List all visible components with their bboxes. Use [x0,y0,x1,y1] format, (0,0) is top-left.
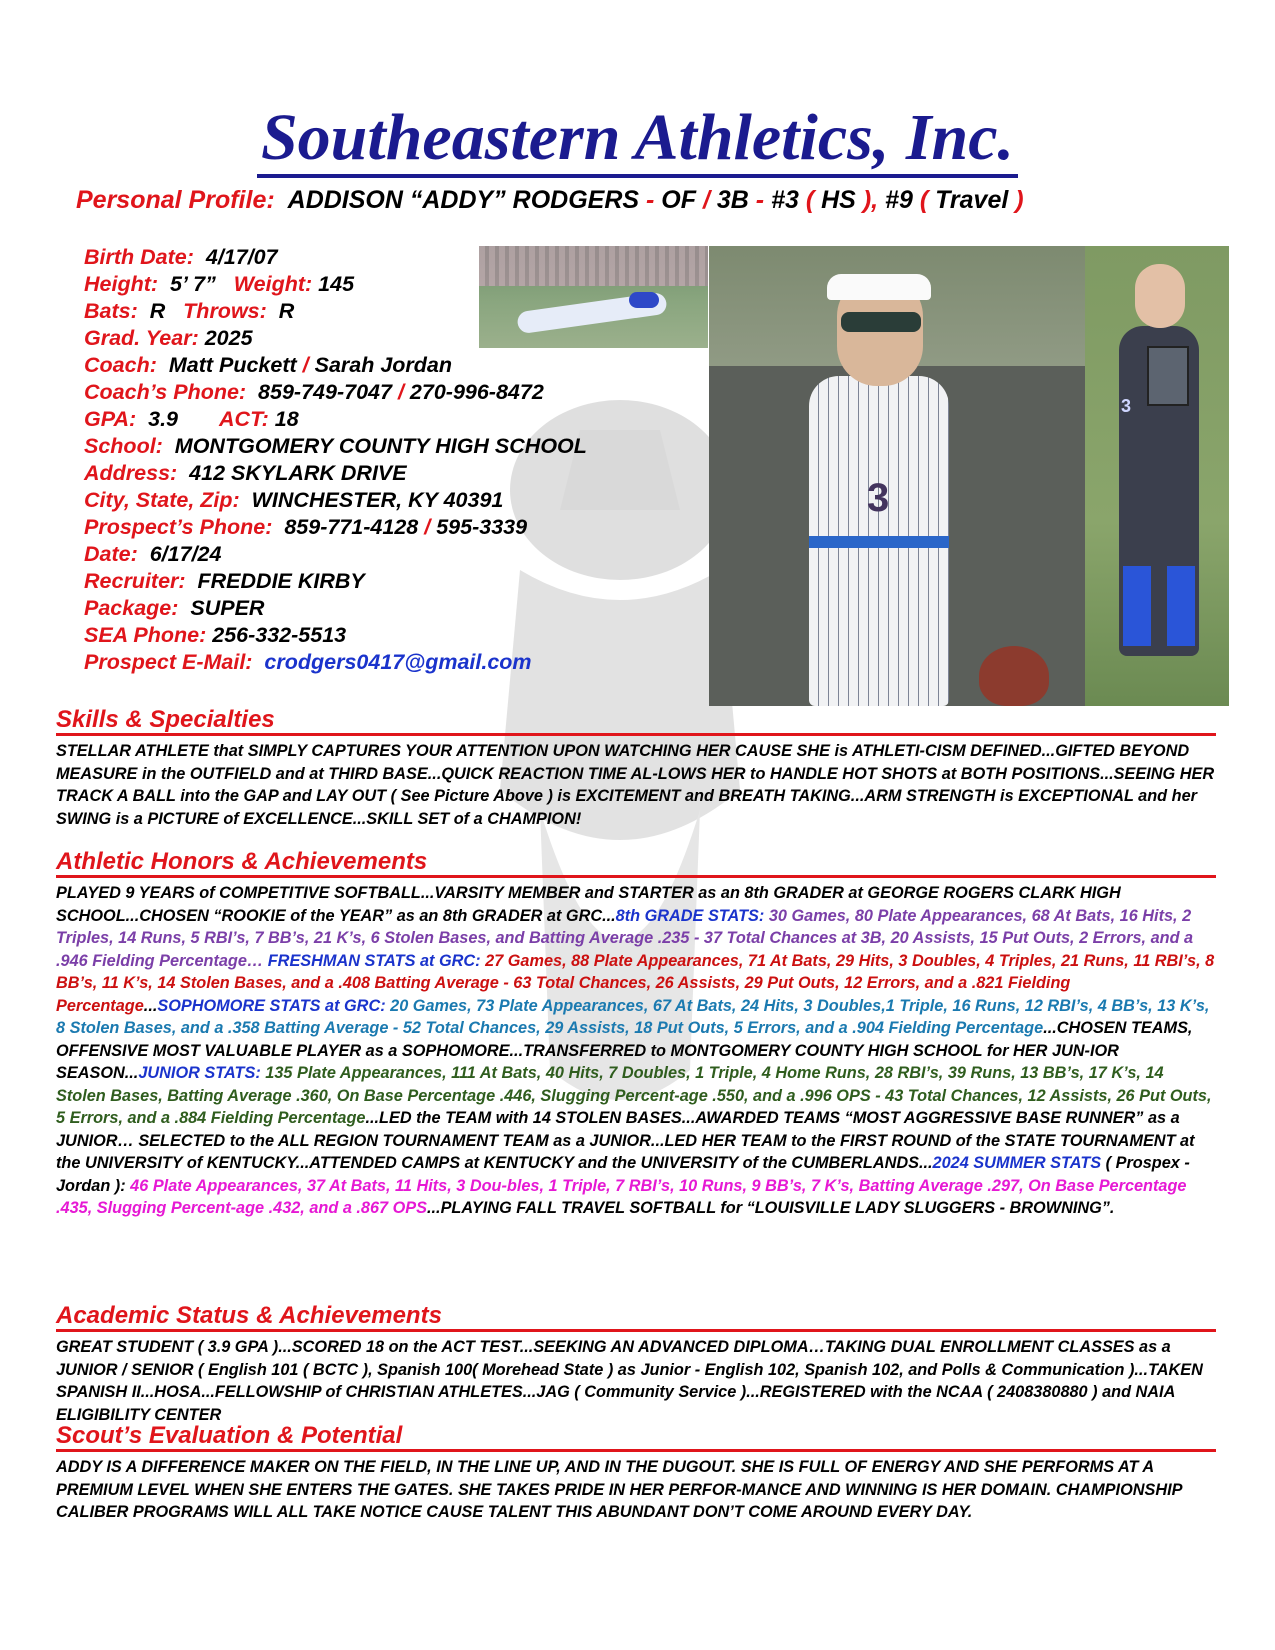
coach-name-2: Sarah Jordan [314,353,453,377]
address-row [84,460,724,487]
coach-phone-row [84,379,724,406]
act-value: 18 [274,407,299,431]
prospect-phone-row [84,514,724,541]
birth-date-label: Birth Date: [84,245,194,269]
email-label: Prospect E-Mail: [84,650,253,674]
honors-junior-awards: ...LED the TEAM with 14 STOLEN BASES...AWARDED TEAMS “MOST AGGRESSIVE BASE RUNNER” as a JUNIOR… SELECTED to the ALL REGION TOURNAMENT TEAM as a JUNIOR...LED HER TEAM to the FIRST ROUND of the STATE TOURNAMENT at the UNIVERSITY of KENTUCKY...ATTENDED CAMPS at KENTUCKY and the UNIVERSITY of the CUMBERLANDS... [56,1109,1195,1172]
honors-section [56,849,1216,1220]
height-label: Height: [84,272,159,296]
prospect-phone-label: Prospect’s Phone: [84,515,273,539]
eighth-grade-label: 8th GRADE STATS: [615,906,765,925]
junior-stats: 135 Plate Appearances, 111 At Bats, 40 Hits, 7 Doubles, 1 Triple, 4 Home Runs, 28 RBI’s, 39 Runs, 13 BB’s, 17 K’s, 14 Stolen Bases, Batting Average .360, On Base Percentage .446, Slugging Percent-age .550, and a .996 OPS - 43 Total Chances, 12 Assists, 26 Put Outs, 5 Errors, and a .884 Fielding Percentage [56,1064,1212,1127]
sea-phone-label: SEA Phone: [84,623,207,647]
sophomore-stats: 20 Games, 73 Plate Appearances, 67 At Bats, 24 Hits, 3 Doubles,1 Triple, 16 Runs, 12 RBI’s, 4 BB’s, 13 K’s, 8 Stolen Bases, and a .358 Batting Average - 52 Total Chances, 29 Assists, 18 Put Outs, 5 Errors, and a .904 Fielding Percentage [56,996,1210,1037]
travel-label: Travel [935,186,1009,214]
sophomore-label: SOPHOMORE STATS at GRC: [157,996,386,1015]
gpa-act-row [84,406,724,433]
photo-plaque [1147,346,1189,406]
package-label: Package: [84,596,179,620]
photo-glove [979,646,1049,706]
recruiter-row [84,568,724,595]
photo-cap [629,292,659,308]
coach-phone-2: 270-996-8472 [409,380,544,404]
junior-label: JUNIOR STATS: [138,1064,261,1082]
photo-belt [809,536,949,548]
player-award-photo [1085,246,1229,706]
paren: ( [805,186,815,214]
photo-sunglasses [841,312,921,332]
summer-stats: 46 Plate Appearances, 37 At Bats, 11 Hits, 3 Dou-bles, 1 Triple, 7 RBI’s, 10 Runs, 9 BB’s, 7 K’s, Batting Average .297, On Base Percentage .435, Slugging Percent-age .432, and a .867 OPS [56,1176,1187,1217]
scout-body: ADDY IS A DIFFERENCE MAKER ON THE FIELD, IN THE LINE UP, AND IN THE DUGOUT. SHE IS FULL OF ENERGY AND SHE PERFORMS AT A PREMIUM LEVEL WHEN SHE ENTERS THE GATES. SHE TAKES PRIDE IN HER PERFOR-MANCE AND WINNING IS HER DOMAIN. CHAMPIONSHIP CALIBER PROGRAMS WILL ALL TAKE NOTICE CAUSE TALENT THIS ABUNDANT DON’T COME AROUND EVERY DAY. [56,1458,1182,1521]
section-divider [56,733,1216,736]
grad-year-label: Grad. Year: [84,326,199,350]
coach-row [84,352,724,379]
school-value: MONTGOMERY COUNTY HIGH SCHOOL [174,434,587,458]
honors-intro: PLAYED 9 YEARS of COMPETITIVE SOFTBALL...VARSITY MEMBER and STARTER as an 8th GRADER at GEORGE ROGERS CLARK HIGH SCHOOL...CHOSEN “ROOKIE of the YEAR” as an 8th GRADER at GRC... [56,884,1121,925]
city-value: WINCHESTER, KY 40391 [251,488,504,512]
photo-head [1135,264,1185,328]
summer-source: ( Prospex - Jordan ): [56,1154,1190,1195]
coach-phone-label: Coach’s Phone: [84,380,247,404]
school-row [84,433,724,460]
scout-section [56,1423,1216,1524]
address-value: 412 SKYLARK DRIVE [189,461,407,485]
photo-visor [827,274,931,300]
prospect-phone-2: 595-3339 [436,515,528,539]
honors-closing: ...PLAYING FALL TRAVEL SOFTBALL for “LOUISVILLE LADY SLUGGERS - BROWNING”. [427,1199,1115,1217]
skills-section [56,707,1216,830]
city-row [84,487,724,514]
package-row [84,595,724,622]
throws-label: Throws: [183,299,267,323]
weight-value: 145 [318,272,355,296]
coach-phone-1: 859-749-7047 [258,380,392,404]
section-divider [56,1449,1216,1452]
hs-number: #3 [771,186,799,214]
paren: ( [919,186,929,214]
summer-label: 2024 SUMMER STATS [932,1154,1102,1172]
date-row [84,541,724,568]
act-label: ACT: [219,407,269,431]
gpa-label: GPA: [84,407,137,431]
coach-name-1: Matt Puckett [168,353,297,377]
position-primary: OF [661,186,697,214]
section-divider [56,875,1216,878]
scout-heading: Scout’s Evaluation & Potential [56,1422,403,1449]
freshman-label: FRESHMAN STATS at GRC: [263,951,481,970]
title-text: Southeastern Athletics, Inc. [257,101,1018,178]
hs-label: HS [821,186,856,214]
recruiter-value: FREDDIE KIRBY [197,569,365,593]
photo-jersey-number: 3 [867,476,890,520]
player-name: ADDISON “ADDY” RODGERS [287,186,640,214]
email-row [84,649,724,676]
recruiter-label: Recruiter: [84,569,186,593]
sea-phone-row [84,622,724,649]
package-value: SUPER [190,596,265,620]
profile-dash: - [646,186,655,214]
section-divider [56,1329,1216,1332]
throws-value: R [278,299,295,323]
photo-fence [479,246,708,286]
height-value: 5’ 7” [170,272,216,296]
paren: ), [862,186,879,214]
date-value: 6/17/24 [149,542,222,566]
photo-socks [1123,566,1195,646]
prospect-phone-1: 859-771-4128 [284,515,419,539]
academic-section [56,1303,1216,1426]
position-separator: / [702,186,710,214]
gpa-value: 3.9 [148,407,178,431]
honors-heading: Athletic Honors & Achievements [56,848,428,875]
coach-phone-separator: / [397,380,404,404]
date-label: Date: [84,542,138,566]
email-link[interactable]: crodgers0417@gmail.com [264,650,532,674]
grad-year-value: 2025 [204,326,253,350]
sea-phone-value: 256-332-5513 [212,623,347,647]
paren: ) [1015,186,1024,214]
address-label: Address: [84,461,178,485]
academic-body: GREAT STUDENT ( 3.9 GPA )...SCORED 18 on the ACT TEST...SEEKING AN ADVANCED DIPLOMA…TAKING DUAL ENROLLMENT CLASSES as a JUNIOR / SENIOR ( English 101 ( BCTC ), Spanish 100( Morehead State ) as Junior - English 102, Spanish 102, and Polls & Communication )...TAKEN SPANISH II...HOSA...FELLOWSHIP of CHRISTIAN ATHLETES...JAG ( Community Service )...REGISTERED with the NCAA ( 2408380880 ) and NAIA ELIGIBILITY CENTER [56,1338,1203,1424]
profile-label: Personal Profile: [76,186,275,214]
weight-label: Weight: [233,272,313,296]
city-label: City, State, Zip: [84,488,240,512]
school-label: School: [84,434,163,458]
bats-label: Bats: [84,299,138,323]
honors-body [56,882,1216,1220]
travel-number: #9 [885,186,913,214]
photo-jersey-number: 3 [1121,396,1132,416]
bats-value: R [149,299,166,323]
skills-body: STELLAR ATHLETE that SIMPLY CAPTURES YOUR ATTENTION UPON WATCHING HER CAUSE SHE is ATHLETI-CISM DEFINED...GIFTED BEYOND MEASURE in the OUTFIELD and at THIRD BASE...QUICK REACTION TIME AL-LOWS HER to HANDLE HOT SHOTS at BOTH POSITIONS...SEEING HER TRACK A BALL into the GAP and LAY OUT ( See Picture Above ) is EXCITEMENT and BREATH TAKING...ARM STRENGTH is EXCEPTIONAL and her SWING is a PICTURE of EXCELLENCE...SKILL SET of a CHAMPION! [56,742,1215,828]
position-secondary: 3B [716,186,749,214]
coach-label: Coach: [84,353,157,377]
diving-catch-photo [479,246,708,348]
document-title [0,100,1275,176]
player-portrait-photo [709,246,1086,706]
academic-heading: Academic Status & Achievements [56,1302,442,1329]
skills-heading: Skills & Specialties [56,706,275,733]
ellipsis: ... [143,996,158,1015]
profile-line [76,186,1226,215]
prospect-phone-separator: / [424,515,431,539]
eighth-grade-stats: 30 Games, 80 Plate Appearances, 68 At Bats, 16 Hits, 2 Triples, 14 Runs, 5 RBI’s, 7 BB’s, 21 K’s, 6 Stolen Bases, and Batting Average .235 - 37 Total Chances at 3B, 20 Assists, 15 Put Outs, 2 Errors, and a .946 Fielding Percentage… [56,906,1194,970]
coach-separator: / [302,353,309,377]
profile-dash: - [755,186,765,214]
honors-transfer: ...CHOSEN TEAMS, OFFENSIVE MOST VALUABLE PLAYER as a SOPHOMORE...TRANSFERRED to MONTGOMERY COUNTY HIGH SCHOOL for HER JUN-IOR SEASON... [56,1019,1193,1082]
birth-date-value: 4/17/07 [205,245,278,269]
freshman-stats: 27 Games, 88 Plate Appearances, 71 At Bats, 29 Hits, 3 Doubles, 4 Triples, 21 Runs, 11 RBI’s, 8 BB’s, 11 K’s, 14 Stolen Bases, and a .408 Batting Average - 63 Total Chances, 26 Assists, 29 Put Outs, 12 Errors, and a .821 Fielding Percentage [56,951,1215,1015]
